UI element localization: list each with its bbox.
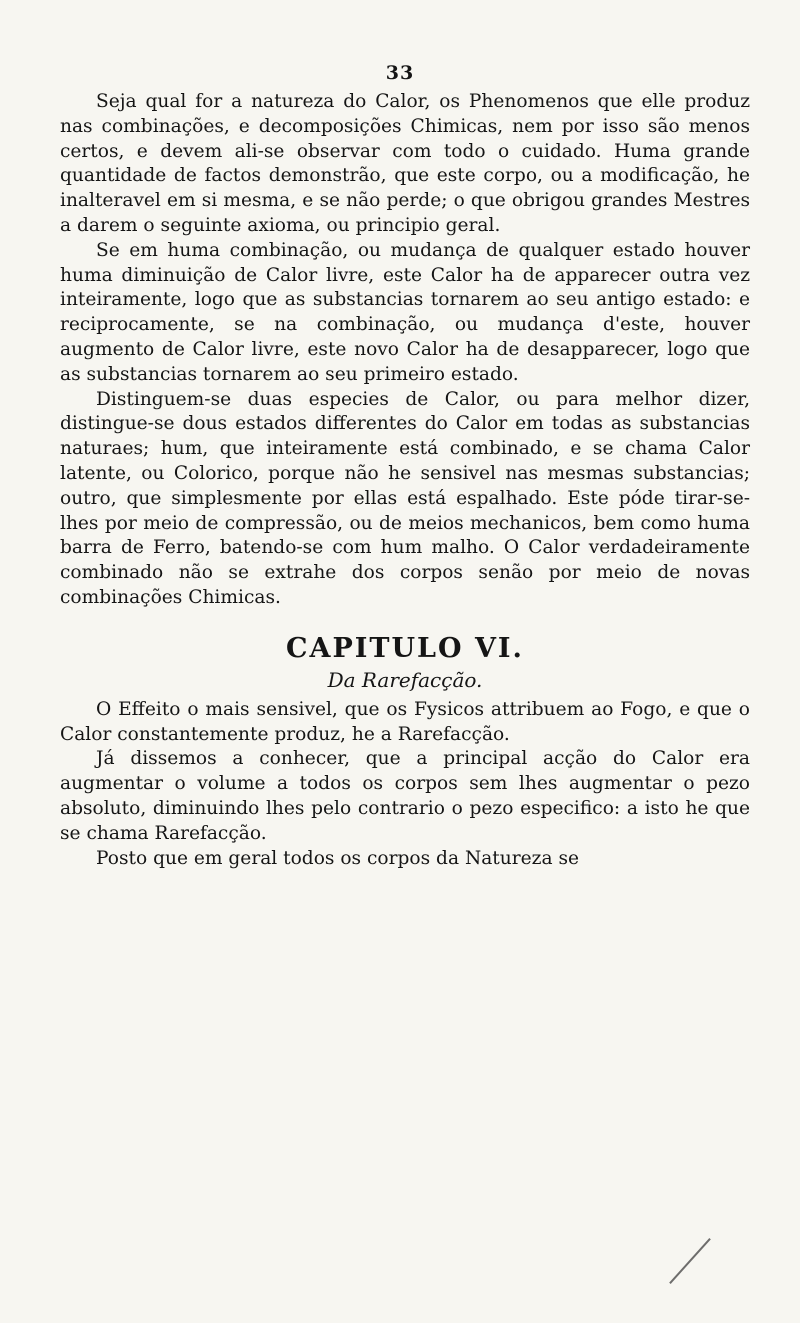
paragraph: Seja qual for a natureza do Calor, os Phenomenos que elle produz nas combinações, e decomposições Chimicas, nem por isso são menos certos, e devem ali-se observar com todo o cuidado. Huma grande quantidade de factos demonstrão, que este corpo, ou a modificação, he inalteravel em si mesma, e se não perde; o que obrigou grandes Mestres a darem o seguinte axioma, ou principio geral. — [60, 91, 750, 236]
paragraph: Distinguem-se duas especies de Calor, ou para melhor dizer, distingue-se dous estados differentes do Calor em todas as substancias naturaes; hum, que inteiramente está combinado, e se chama Calor latente, ou Colorico, porque não he sensivel nas mesmas substancias; outro, que simplesmente por ellas está espalhado. Este póde tirar-se-lhes por meio de compressão, ou de meios mechanicos, bem como huma barra de Ferro, batendo-se com hum malho. O Calor verdadeiramente combinado não se extrahe dos corpos senão por meio de novas combinações Chimicas. — [60, 388, 750, 608]
paragraph: Posto que em geral todos os corpos da Natureza se — [96, 847, 579, 869]
ink-mark — [669, 1238, 711, 1284]
paragraph: Se em huma combinação, ou mudança de qualquer estado houver huma diminuição de Calor livre, este Calor ha de apparecer outra vez inteiramente, logo que as substancias tornarem ao seu antigo estado: e reciprocamente, se na combinação, ou mudança d'este, houver augmento de Calor livre, este novo Calor ha de desapparecer, logo que as substancias tornarem ao seu primeiro estado. — [60, 239, 750, 385]
main-text — [60, 90, 750, 871]
paragraph: O Effeito o mais sensivel, que os Fysicos attribuem ao Fogo, e que o Calor constantemente produz, he a Rarefacção. — [60, 698, 750, 745]
page-number: 33 — [385, 62, 415, 84]
chapter-title: CAPITULO VI. — [286, 632, 524, 664]
paragraph: Já dissemos a conhecer, que a principal acção do Calor era augmentar o volume a todos os corpos sem lhes augmentar o pezo absoluto, diminuindo lhes pelo contrario o pezo especifico: a isto he que se chama Rarefacção. — [60, 748, 750, 844]
chapter-subtitle: Da Rarefacção. — [327, 667, 483, 692]
